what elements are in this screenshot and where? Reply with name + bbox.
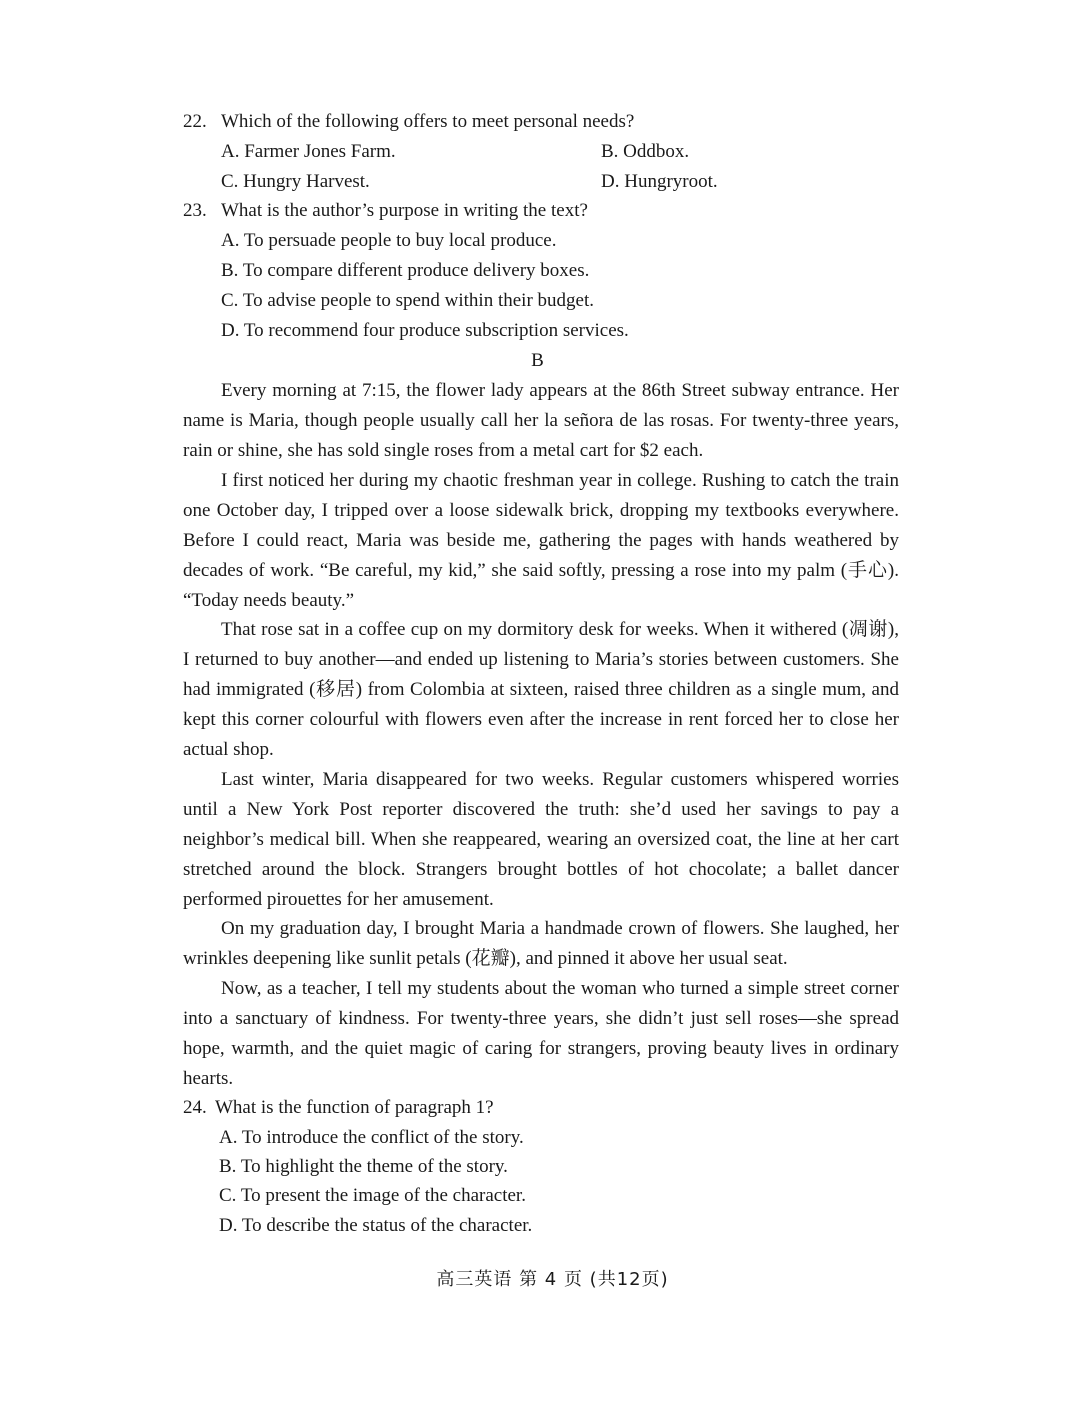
question-24-option-a: A. To introduce the conflict of the story.	[219, 1127, 524, 1148]
question-24-stem: What is the function of paragraph 1?	[215, 1097, 494, 1118]
passage-paragraph-6: Now, as a teacher, I tell my students about the woman who turned a simple street corner into a sanctuary of kindness. For twenty-three years, she didn’t just sell roses—she spread hope, warmth, and the quiet magic of caring for strangers, proving beauty lives in ordinary hearts.	[183, 978, 899, 1089]
question-22-stem: Which of the following offers to meet personal needs?	[221, 111, 635, 132]
question-24-option-c: C. To present the image of the character.	[219, 1185, 526, 1206]
question-23-option-c: C. To advise people to spend within their budget.	[221, 290, 594, 311]
passage-paragraph-2: I first noticed her during my chaotic freshman year in college. Rushing to catch the train one October day, I tripped over a loose sidewalk brick, dropping my textbooks everywhere. Before I could react, Maria was beside me, gathering the pages with hands weathered by decades of work. “Be careful, my kid,” she said softly, pressing a rose into my palm (手心). “Today needs beauty.”	[183, 470, 899, 611]
question-23-option-d: D. To recommend four produce subscription services.	[221, 320, 629, 341]
section-letter: B	[531, 350, 544, 371]
question-22-option-c: C. Hungry Harvest.	[221, 171, 370, 192]
question-22-option-b: B. Oddbox.	[601, 141, 690, 162]
passage-paragraph-5: On my graduation day, I brought Maria a handmade crown of flowers. She laughed, her wrinkles deepening like sunlit petals (花瓣), and pinned it above her usual seat.	[183, 918, 899, 969]
question-23-option-b: B. To compare different produce delivery boxes.	[221, 260, 590, 281]
passage-paragraph-4: Last winter, Maria disappeared for two weeks. Regular customers whispered worries until a New York Post reporter discovered the truth: she’d used her savings to pay a neighbor’s medical bill. When she reappeared, wearing an oversized coat, the line at her cart stretched around the block. Strangers brought bottles of hot chocolate; a ballet dancer performed pirouettes for her amusement.	[183, 769, 899, 910]
question-23-number: 23.	[183, 200, 207, 221]
question-23-stem: What is the author’s purpose in writing the text?	[221, 200, 588, 221]
question-24-number: 24.	[183, 1097, 207, 1118]
question-24-option-d: D. To describe the status of the character.	[219, 1215, 533, 1236]
question-22-number: 22.	[183, 111, 207, 132]
question-23-option-a: A. To persuade people to buy local produce.	[221, 230, 557, 251]
passage-paragraph-3: That rose sat in a coffee cup on my dormitory desk for weeks. When it withered (凋谢), I returned to buy another—and ended up listening to Maria’s stories between customers. She had immigrated (移居) from Colombia at sixteen, raised three children as a single mum, and kept this corner colourful with flowers even after the increase in rent forced her to close her actual shop.	[183, 619, 899, 760]
question-22-option-d: D. Hungryroot.	[601, 171, 718, 192]
page-footer: 高三英语 第 4 页 (共12页)	[436, 1269, 669, 1290]
question-24-option-b: B. To highlight the theme of the story.	[219, 1156, 508, 1177]
passage-paragraph-1: Every morning at 7:15, the flower lady appears at the 86th Street subway entrance. Her name is Maria, though people usually call her la señora de las rosas. For twenty-three years, rain or shine, she has sold single roses from a metal cart for $2 each.	[183, 380, 899, 461]
question-22-option-a: A. Farmer Jones Farm.	[221, 141, 396, 162]
